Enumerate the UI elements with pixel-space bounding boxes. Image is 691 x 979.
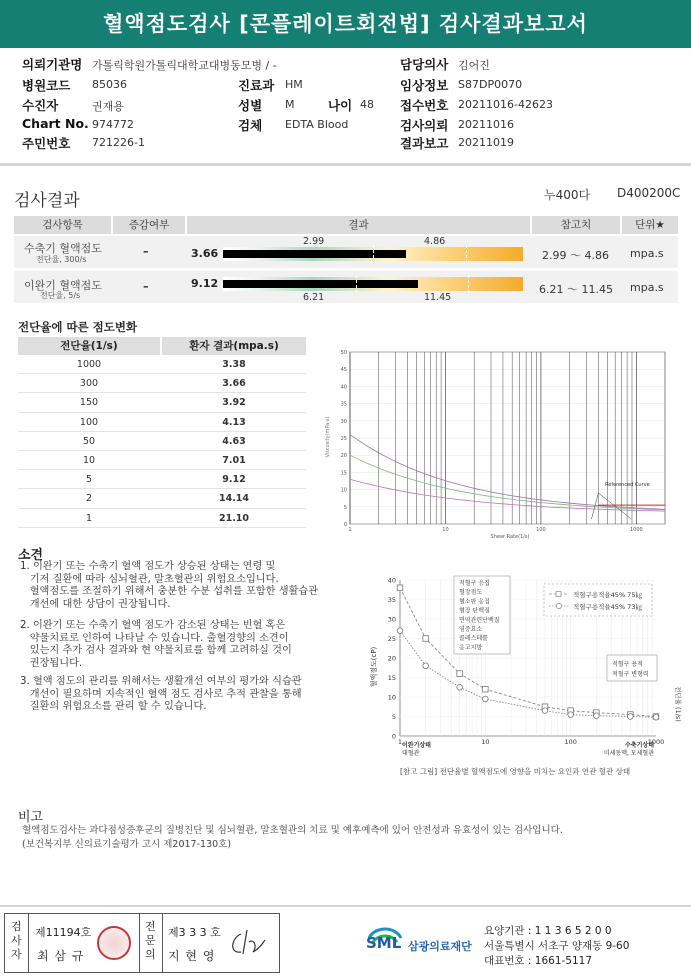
col-header-ref: 참고치: [532, 216, 620, 234]
chart2-side-label: 전단율 (1/s): [674, 686, 682, 722]
chart2-y-tick: 0: [391, 732, 396, 741]
footer-line-1: 요양기관 : 1 1 3 6 5 2 0 0: [484, 925, 612, 937]
shear-value-cell: 4.63: [222, 435, 246, 447]
figure-caption: [참고 그림] 전단율별 혈액점도에 영향을 미치는 요인과 연관 혈관 상태: [400, 767, 631, 776]
x-right-label-2: 미세동맥, 모세혈관: [603, 750, 654, 757]
factor-item: 혈소판 응집: [459, 598, 490, 606]
shear-rate-cell: 1: [85, 512, 93, 524]
shear-value-cell: 7.01: [222, 454, 246, 466]
examiner-license: 제11194호: [35, 926, 92, 939]
result-gauge-systolic: [223, 247, 523, 261]
shear-row: [18, 393, 306, 412]
item-name-systolic: 수축기 혈액점도: [24, 242, 102, 255]
report-title: 혈액점도검사 [콘플레이트회전법] 검사결과보고서: [0, 0, 691, 48]
hospital-code-value: 85036: [92, 78, 127, 91]
ref-low-diastolic: 6.21: [303, 292, 325, 303]
sex-value: M: [285, 98, 295, 111]
series-73kg-point: [423, 663, 429, 669]
remarks-line-2: (보건복지부 신의료기술평가 고시 제2017-130호): [22, 839, 232, 850]
series-73kg-point: [397, 628, 403, 634]
id-value: 721226-1: [92, 136, 145, 149]
ref-low-mark: [356, 275, 357, 293]
results-table: [14, 216, 678, 304]
shear-value-cell: 9.12: [222, 474, 246, 486]
chart2-y-tick: 35: [387, 596, 396, 604]
ref-high-mark: [466, 245, 467, 263]
unit-diastolic: mpa.s: [630, 281, 664, 294]
chart1-y-tick: 0: [343, 522, 347, 528]
result-bar-diastolic: [223, 280, 418, 288]
chart1-y-tick: 5: [343, 504, 347, 511]
shear-rate-cell: 300: [79, 378, 99, 390]
ref-range-diastolic: 6.21 ～ 11.45: [539, 283, 613, 296]
shear-value-cell: 14.14: [218, 493, 250, 505]
chart1-x-tick: 1000: [629, 527, 643, 533]
chart1-x-tick: 100: [536, 527, 546, 533]
col-header-result: 결과: [187, 216, 530, 234]
sml-logo-text: SML: [366, 934, 402, 952]
factor-item: 혈장점도: [459, 589, 483, 597]
shear-title: 전단율에 따른 점도변화: [18, 320, 138, 334]
request-label: 검사의뢰: [400, 118, 449, 133]
examiner-seal: [97, 926, 131, 960]
reference-figure: [364, 572, 686, 782]
shear-rate-cell: 5: [85, 474, 93, 486]
chart2-x-tick: 1: [397, 738, 403, 746]
factor-item: 응고지방: [459, 644, 483, 652]
doctor-value: 김어진: [458, 59, 490, 72]
ref-low-mark: [373, 245, 374, 263]
series-73kg-point: [653, 714, 659, 720]
chart2-y-tick: 5: [391, 713, 396, 721]
unit-systolic: mpa.s: [630, 247, 664, 260]
result-bar-systolic: [223, 250, 406, 258]
patient-info: [0, 52, 691, 152]
shear-rate-cell: 50: [82, 435, 96, 447]
chart2-y-tick: 40: [387, 576, 396, 585]
series-73kg-point: [628, 714, 634, 720]
chart2-y-tick: 20: [387, 654, 396, 663]
factor-item: 혈장 단백질: [459, 607, 490, 615]
series-75kg-point: [423, 636, 429, 642]
shear-row: [18, 509, 306, 528]
hospital-code-label: 병원코드: [22, 78, 71, 93]
chart1-y-label: Viscosity(mPa·s): [325, 416, 331, 458]
chart1-x-tick: 10: [442, 527, 449, 533]
shear-row: [18, 489, 306, 508]
opinion-item-2: 2. 이완기 또는 수축기 혈액 점도가 감소된 상태는 빈혈 혹은 약물치료로 인하여 나타날 수 있습니다. 출혈경향의 소견이 있는지 추가 검사 결과와 현 약물치료를 함께 고려하실 것이 권장됩니다.: [20, 620, 292, 669]
factor-item: 면역관련단백질: [459, 616, 500, 624]
chart1-y-tick: 40: [340, 384, 347, 391]
shear-row: [18, 451, 306, 470]
chart1-legend: Referenced Curve: [605, 482, 650, 488]
factor-item: 콜레스테롤: [459, 635, 488, 643]
age-value: 48: [360, 98, 374, 111]
shear-rate-cell: 100: [79, 416, 99, 428]
shear-row: [18, 432, 306, 451]
chart1-y-tick: 15: [340, 470, 347, 477]
series-75kg-point: [457, 671, 463, 677]
report-date-label: 결과보고: [400, 136, 449, 151]
specialist-label: 전문의: [145, 920, 156, 961]
legend-item-2: 적혈구용적율45% 73㎏: [573, 603, 642, 611]
chart2-y-tick: 30: [387, 615, 396, 624]
receipt-value: 20211016-42623: [458, 98, 553, 111]
value-diastolic: 9.12: [191, 277, 219, 290]
specimen-value: EDTA Blood: [285, 118, 349, 131]
change-systolic: –: [143, 245, 149, 258]
item-sub-diastolic: 전단율, 5/s: [40, 291, 81, 300]
test-code: D400200C: [617, 186, 681, 200]
x-left-label-2: 대혈관: [402, 750, 420, 757]
factor2-2: 적혈구 변형력: [612, 671, 649, 678]
shear-rate-cell: 150: [79, 397, 99, 409]
legend-marker-2: [556, 603, 561, 608]
chart1-y-tick: 35: [340, 401, 347, 408]
specialist-name: 지 현 영: [168, 949, 216, 963]
shear-row: [18, 355, 306, 374]
shear-rate-cell: 1000: [76, 359, 102, 370]
factor-item: 염증요소: [459, 626, 483, 633]
chart2-x-tick: 1000: [647, 738, 665, 746]
factor-box: [454, 576, 510, 654]
shear-value-cell: 3.38: [222, 359, 246, 370]
series-73kg-point: [542, 708, 548, 714]
report-date-value: 20211019: [458, 136, 514, 149]
legend-marker-1: [556, 592, 561, 597]
opinion-title: 소견: [18, 548, 44, 563]
factor2-1: 적혈구 용적: [612, 661, 643, 668]
item-name-diastolic: 이완기 혈액점도: [24, 279, 102, 292]
sex-label: 성별: [238, 98, 263, 113]
clinical-value: S87DP0070: [458, 78, 523, 91]
col-header-change: 증감여부: [113, 216, 185, 234]
item-sub-systolic: 전단율, 300/s: [36, 255, 87, 264]
legend-item-1: 적혈구용적율45% 75㎏: [573, 591, 642, 599]
chart1-y-tick: 50: [340, 350, 347, 356]
remarks-title: 비고: [18, 810, 44, 825]
x-left-label-1: 이완기상태: [402, 742, 431, 749]
shear-rows: [18, 355, 306, 528]
series-73kg-point: [594, 713, 600, 719]
subject-label: 수진자: [22, 98, 59, 113]
divider: [0, 163, 691, 166]
clinical-label: 임상정보: [400, 78, 449, 93]
chart2-x-tick: 10: [481, 738, 490, 746]
ref-high-diastolic: 11.45: [424, 292, 452, 303]
col-header-item: 검사항목: [14, 216, 111, 234]
ref-high-mark: [468, 275, 469, 293]
chart2-y-label: 혈액점도(cP): [370, 646, 378, 688]
result-gauge-diastolic: [223, 277, 523, 291]
foundation-name: 삼광의료재단: [408, 940, 472, 953]
opinion-item-3: 3. 혈액 점도의 관리를 위해서는 생활개선 여부의 평가와 식습관 개선이 필요하며 지속적인 혈액 점도 검사로 추적 관찰을 통해 질환의 위험요소를 관리 할 수 있습니다.: [20, 676, 302, 712]
chart1-y-tick: 45: [340, 367, 347, 374]
specialist-license: 제3 3 3 호: [168, 926, 221, 939]
specimen-label: 검체: [238, 118, 263, 133]
ref-high-systolic: 4.86: [424, 236, 446, 247]
footer-divider: [0, 905, 691, 907]
series-75kg-point: [397, 585, 403, 591]
dept-label: 진료과: [238, 78, 275, 93]
doctor-label: 담당의사: [400, 57, 449, 72]
chart1-y-tick: 20: [340, 453, 347, 460]
x-right-label-1: 수축기상태: [625, 742, 654, 749]
shear-value-cell: 3.92: [222, 397, 246, 409]
footer-line-3: 대표번호 : 1661-5117: [484, 955, 593, 967]
shear-row: [18, 374, 306, 393]
chart2-x-tick: 100: [564, 738, 577, 746]
chart1-y-tick: 10: [340, 487, 347, 494]
viscosity-curve-chart: [320, 342, 670, 542]
change-diastolic: –: [143, 280, 149, 293]
shear-row: [18, 413, 306, 432]
series-73kg-point: [483, 696, 489, 702]
insurance-code: 누400다: [544, 188, 591, 202]
shear-row: [18, 470, 306, 489]
value-systolic: 3.66: [191, 247, 219, 260]
series-73kg-point: [568, 712, 574, 718]
chart1-x-label: Shear Rate(1/s): [490, 534, 530, 540]
shear-col-rate: 전단율(1/s): [18, 337, 160, 355]
chart-no-value: 974772: [92, 118, 134, 131]
shear-value-cell: 21.10: [218, 512, 250, 524]
legend-box: [544, 584, 652, 616]
series-75kg-point: [483, 686, 489, 692]
shear-value-cell: 3.66: [222, 378, 246, 390]
remarks-line-1: 혈액점도검사는 과다점성증후군의 질병진단 및 심뇌혈관, 말초혈관의 치료 및 예후예측에 있어 안전성과 유효성이 있는 검사입니다.: [22, 825, 563, 836]
signature-box: [4, 913, 280, 973]
institution-label: 의뢰기관명: [22, 57, 83, 72]
series-73kg-point: [457, 684, 463, 690]
chart2-y-tick: 15: [387, 674, 396, 682]
receipt-label: 접수번호: [400, 98, 449, 113]
shear-rate-cell: 10: [82, 454, 96, 466]
examiner-name: 최 삼 규: [37, 949, 85, 963]
chart1-y-tick: 25: [340, 436, 347, 442]
chart2-y-tick: 25: [387, 635, 396, 643]
shear-col-value: 환자 결과(mpa.s): [162, 337, 306, 355]
shear-table: [14, 337, 306, 533]
examiner-label: 검사자: [11, 920, 22, 961]
ref-range-systolic: 2.99 ～ 4.86: [542, 249, 609, 262]
opinion-item-1: 1. 이완기 또는 수축기 혈액 점도가 상승된 상태는 연령 및 기저 질환에 따라 심뇌혈관, 말초혈관의 위험요소입니다. 혈액점도를 조절하기 위해서 충분한 수분 섭취를 포함한 생활습관 개선에 대한 상담이 권장됩니다.: [20, 561, 319, 610]
institution-value: 가톨릭학원가톨릭대학교대병동모병 / -: [92, 59, 277, 72]
shear-rate-cell: 2: [85, 493, 93, 505]
chart2-y-tick: 10: [387, 693, 396, 702]
subject-value: 권재용: [92, 100, 124, 113]
age-label: 나이: [328, 98, 353, 113]
col-header-unit: 단위★: [622, 216, 678, 234]
results-title: 검사결과: [14, 191, 80, 211]
request-value: 20211016: [458, 118, 514, 131]
chart1-x-tick: 1: [348, 527, 352, 533]
footer-line-2: 서울특별시 서초구 양재동 9-60: [484, 940, 630, 952]
factor-item: 적혈구 응집: [459, 580, 490, 587]
chart1-y-tick: 30: [340, 418, 347, 425]
id-label: 주민번호: [22, 136, 71, 151]
shear-value-cell: 4.13: [222, 416, 246, 428]
chart-no-label: Chart No.: [22, 116, 89, 131]
ref-low-systolic: 2.99: [303, 236, 325, 247]
specialist-signature: [227, 928, 267, 958]
dept-value: HM: [285, 78, 303, 91]
